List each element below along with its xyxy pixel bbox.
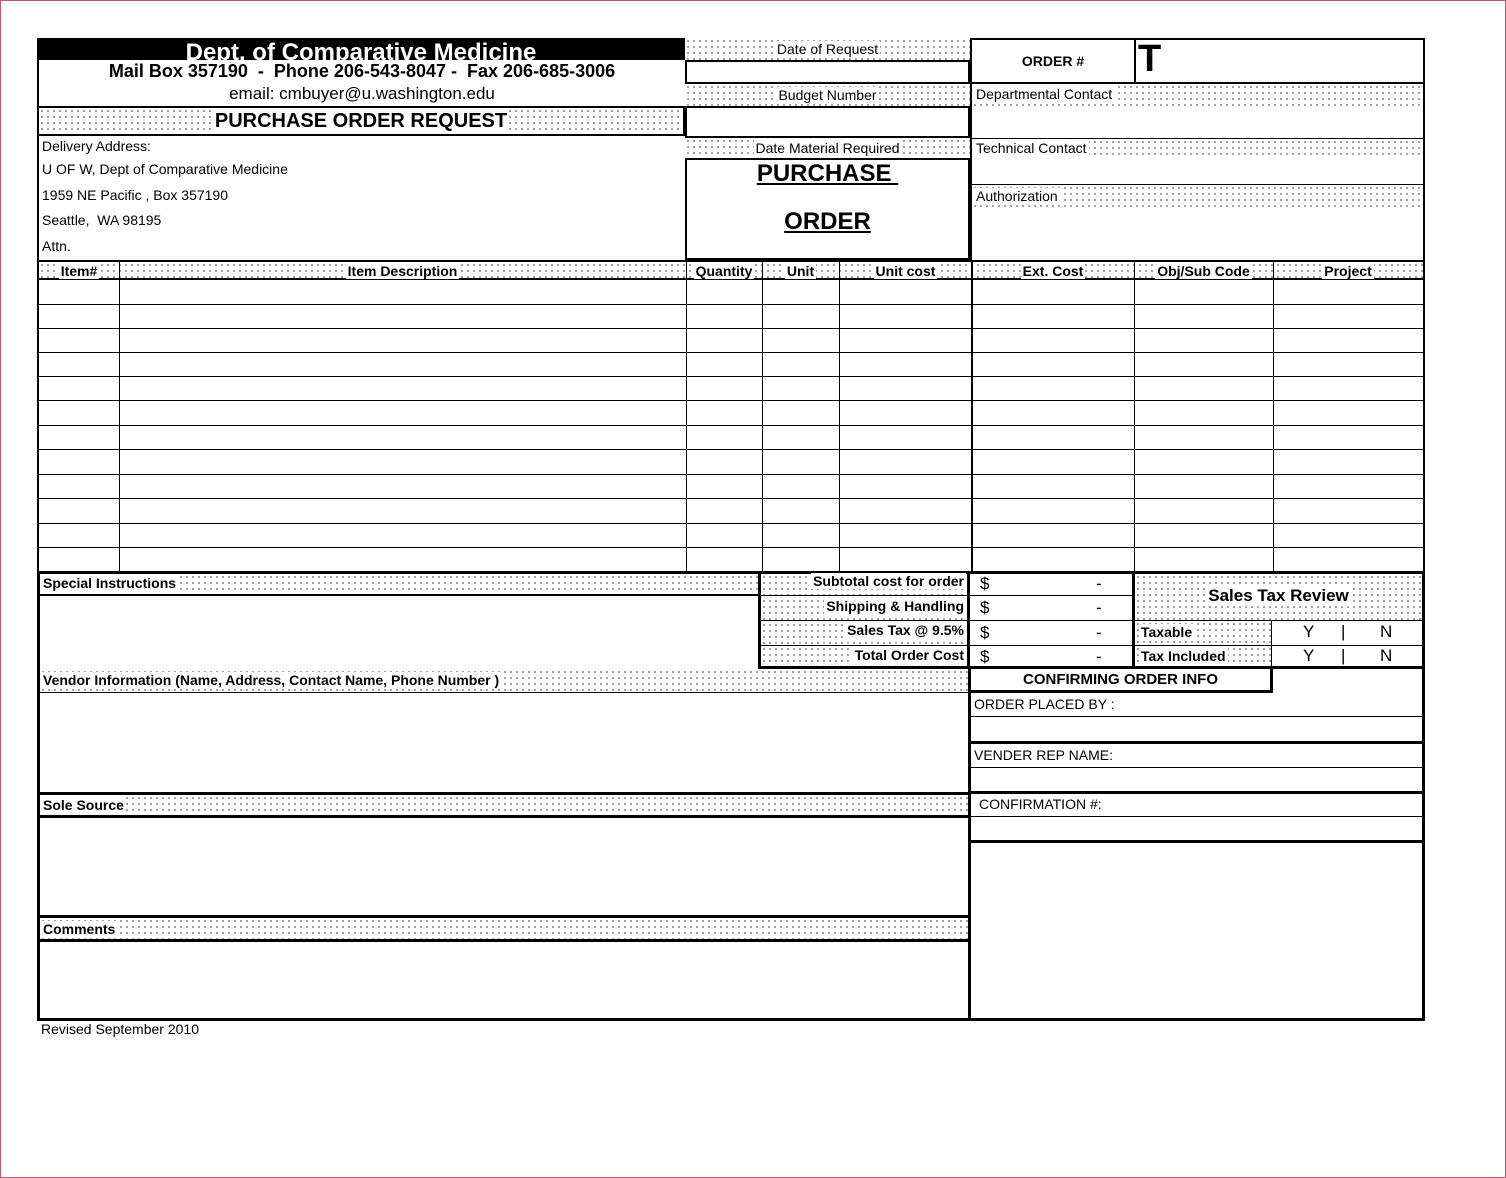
- table-row[interactable]: [39, 498, 1423, 499]
- vendor-rep-label: VENDER REP NAME:: [974, 747, 1113, 763]
- sole-source-field[interactable]: [37, 818, 971, 918]
- divider: [761, 645, 970, 646]
- taxable-label-cell: [1135, 621, 1271, 645]
- date-request-label-band: [685, 38, 970, 60]
- table-row[interactable]: [39, 449, 1423, 450]
- tax-included-label-cell: [1135, 646, 1271, 666]
- po-line2: ORDER: [784, 208, 871, 235]
- taxable-sep: |: [1341, 622, 1346, 641]
- col-header-project: Project: [1324, 263, 1372, 279]
- date-request-field[interactable]: [685, 60, 970, 84]
- col-header-description: Item Description: [347, 263, 458, 279]
- sales-tax-value[interactable]: $ -: [980, 623, 1102, 642]
- order-number-block: [970, 38, 1425, 84]
- comments-label: Comments: [43, 921, 116, 937]
- table-row[interactable]: [39, 328, 1423, 329]
- sales-tax-review-title: Sales Tax Review: [1208, 586, 1349, 605]
- order-number-label: ORDER #: [1021, 53, 1085, 69]
- confirming-order-header: [968, 669, 1273, 693]
- table-row[interactable]: [39, 352, 1423, 353]
- table-row[interactable]: [39, 376, 1423, 377]
- header-title-bar: [37, 38, 685, 66]
- po-line1: PURCHASE: [756, 160, 899, 187]
- divider: [1271, 620, 1272, 669]
- col-sep: [686, 262, 687, 574]
- budget-number-label-band: [685, 84, 970, 106]
- delivery-attn: Attn.: [42, 238, 71, 254]
- tech-contact-field[interactable]: [970, 158, 1425, 185]
- authorization-band: [970, 185, 1425, 207]
- confirming-order-title: CONFIRMING ORDER INFO: [1023, 671, 1218, 688]
- dept-contact-label: Departmental Contact: [976, 86, 1113, 102]
- col-header-item: Item#: [60, 263, 98, 279]
- revised-note: Revised September 2010: [41, 1021, 199, 1037]
- sole-source-label: Sole Source: [43, 797, 124, 813]
- taxable-y[interactable]: Y: [1303, 622, 1315, 641]
- col-header-unit: Unit: [786, 263, 815, 279]
- vendor-info-band: [37, 669, 971, 693]
- purchase-order-box: [685, 158, 970, 260]
- authorization-field[interactable]: [970, 207, 1425, 260]
- dept-contact-band: [970, 84, 1425, 106]
- special-instructions-label: Special Instructions: [43, 575, 177, 591]
- confirmation-label: CONFIRMATION #:: [979, 796, 1102, 812]
- dept-title: Dept. of Comparative Medicine: [185, 39, 537, 66]
- col-header-ext-cost: Ext. Cost: [1022, 263, 1084, 279]
- col-sep: [1134, 262, 1135, 574]
- tech-contact-label: Technical Contact: [976, 140, 1087, 156]
- col-header-unit-cost: Unit cost: [875, 263, 936, 279]
- col-sep: [119, 262, 120, 574]
- sales-tax-review-title-wrap: [1135, 584, 1422, 608]
- subtotal-label: Subtotal cost for order: [813, 573, 964, 589]
- divider: [971, 840, 1422, 843]
- tax-included-sep: |: [1341, 646, 1346, 665]
- budget-number-label: Budget Number: [778, 87, 877, 103]
- date-material-label-band: [685, 138, 970, 158]
- contact-line: [37, 60, 685, 82]
- delivery-line2: 1959 NE Pacific , Box 357190: [42, 187, 229, 203]
- sales-tax-review-band: [1132, 571, 1425, 621]
- email-text: email: cmbuyer@u.washington.edu: [229, 84, 495, 103]
- vendor-info-field[interactable]: [37, 693, 971, 795]
- col-sep: [839, 262, 840, 574]
- tech-contact-band: [970, 138, 1425, 158]
- tax-included-n[interactable]: N: [1380, 646, 1393, 665]
- budget-number-field[interactable]: [685, 106, 970, 138]
- form-title: PURCHASE ORDER REQUEST: [214, 109, 508, 132]
- contact-text: Mail Box 357190 - Phone 206-543-8047 - Fax 206-685-3006: [108, 60, 616, 81]
- table-row[interactable]: [39, 425, 1423, 426]
- confirmation-field[interactable]: [971, 817, 1422, 840]
- shipping-label: Shipping & Handling: [826, 598, 964, 614]
- tax-included-y[interactable]: Y: [1303, 646, 1315, 665]
- order-placed-field[interactable]: [971, 717, 1422, 741]
- form-title-band: [37, 106, 685, 136]
- taxable-n[interactable]: N: [1380, 622, 1393, 641]
- table-row[interactable]: [39, 547, 1423, 548]
- special-instructions-band: [37, 571, 761, 596]
- vendor-rep-field[interactable]: [971, 768, 1422, 791]
- col-sep: [971, 262, 973, 574]
- col-header-quantity: Quantity: [695, 263, 753, 279]
- comments-band: [37, 918, 971, 942]
- table-row[interactable]: [39, 400, 1423, 401]
- shipping-value[interactable]: $ -: [980, 598, 1102, 617]
- delivery-address-block: [37, 136, 685, 260]
- divider: [761, 595, 970, 596]
- subtotal-value[interactable]: $ -: [980, 574, 1102, 593]
- special-instructions-field[interactable]: [37, 596, 761, 669]
- vendor-info-label: Vendor Information (Name, Address, Contact Name, Phone Number ): [43, 672, 500, 688]
- table-row[interactable]: [39, 304, 1423, 305]
- sales-tax-label: Sales Tax @ 9.5%: [847, 622, 964, 638]
- divider: [761, 620, 970, 621]
- col-header-obj-sub-code: Obj/Sub Code: [1157, 263, 1250, 279]
- col-sep: [762, 262, 763, 574]
- delivery-line1: U OF W, Dept of Comparative Medicine: [42, 161, 288, 177]
- table-row[interactable]: [39, 474, 1423, 475]
- date-material-label: Date Material Required: [755, 140, 900, 156]
- comments-field[interactable]: [37, 942, 971, 1021]
- delivery-line3: Seattle, WA 98195: [42, 212, 162, 228]
- dept-contact-field[interactable]: [970, 106, 1425, 138]
- tax-included-label: Tax Included: [1141, 648, 1226, 664]
- order-placed-label: ORDER PLACED BY :: [974, 696, 1115, 712]
- order-number-divider: [1134, 40, 1136, 82]
- table-row[interactable]: [39, 523, 1423, 524]
- col-sep: [1273, 262, 1274, 574]
- delivery-label: Delivery Address:: [42, 138, 151, 154]
- total-cost-value[interactable]: $ -: [980, 647, 1102, 666]
- divider: [971, 741, 1422, 744]
- order-number-value[interactable]: T: [1138, 38, 1162, 80]
- items-table: [37, 260, 1425, 572]
- date-request-label: Date of Request: [776, 41, 879, 57]
- authorization-label: Authorization: [976, 188, 1058, 204]
- sole-source-band: [37, 795, 971, 818]
- taxable-label: Taxable: [1141, 624, 1193, 640]
- email-line: [37, 82, 685, 106]
- divider: [971, 791, 1422, 794]
- total-cost-label: Total Order Cost: [854, 647, 964, 663]
